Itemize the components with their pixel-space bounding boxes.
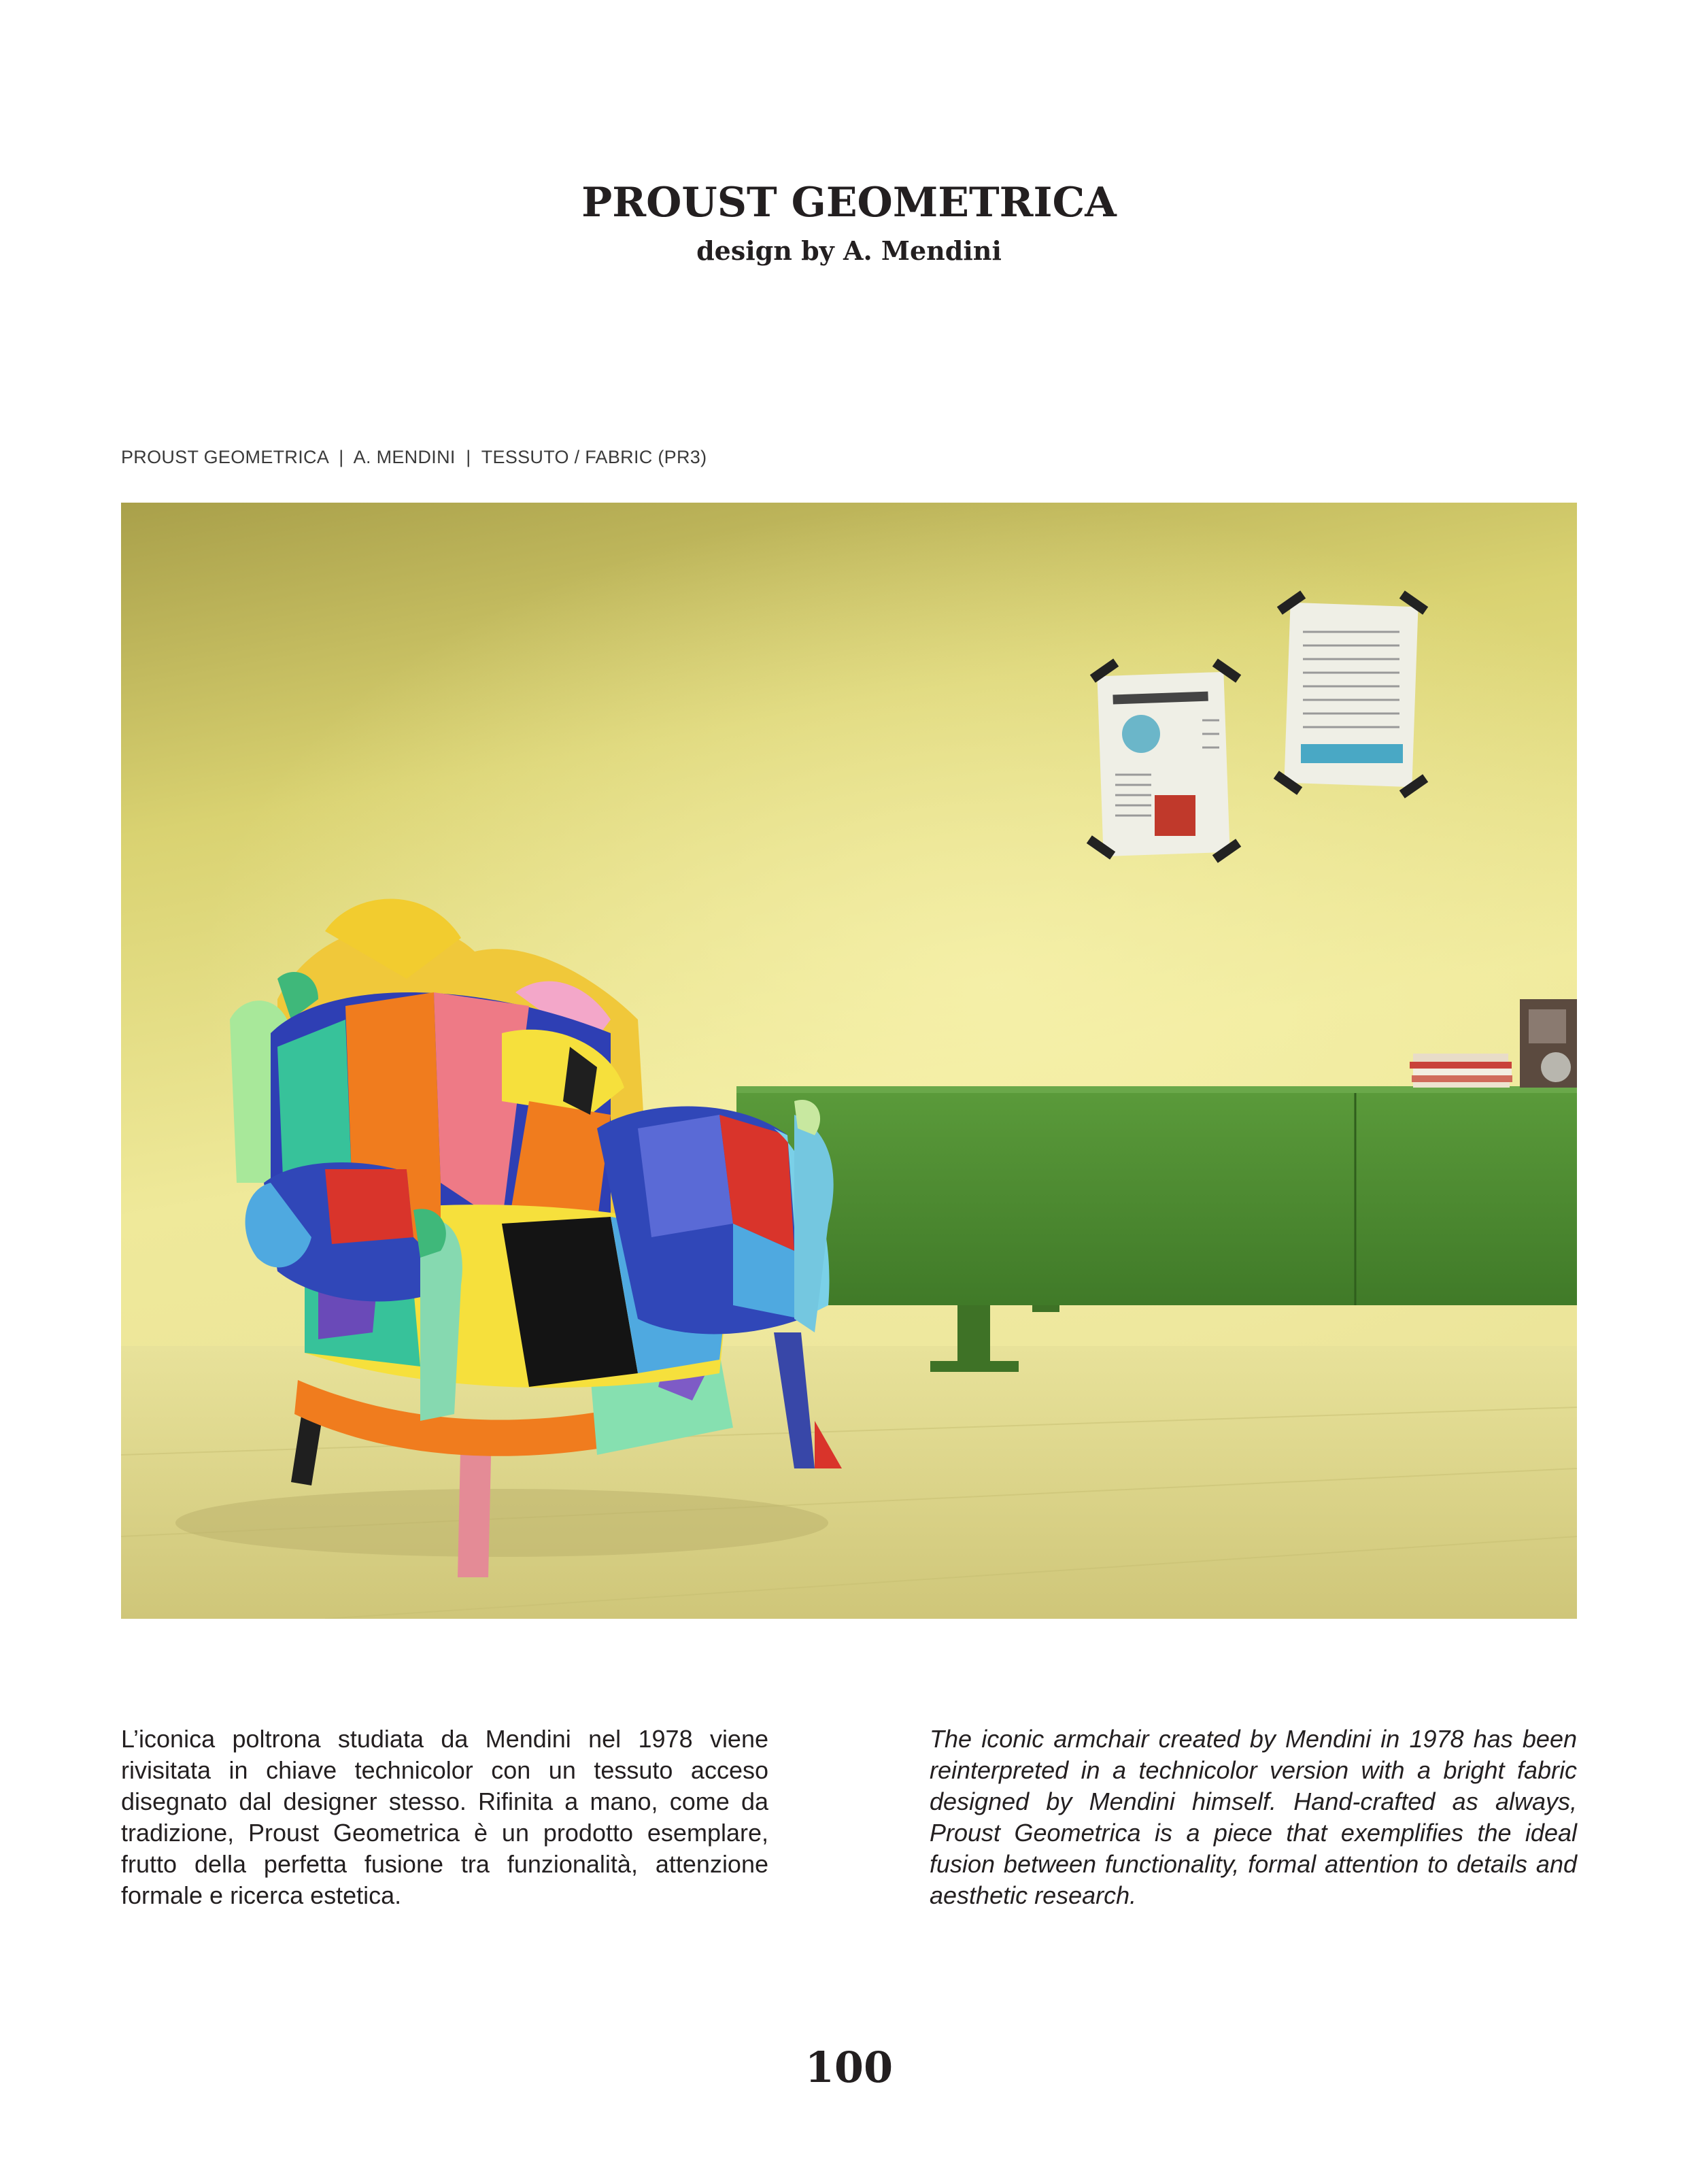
books (1410, 1054, 1512, 1088)
page-title: PROUST GEOMETRICA (581, 179, 1117, 226)
radio (1520, 999, 1577, 1088)
page-number: 100 (804, 2043, 894, 2092)
armchair-photo-icon (121, 503, 1577, 1619)
newspaper-1 (1087, 658, 1241, 863)
product-photo (121, 503, 1577, 1619)
photo-caption: PROUST GEOMETRICA | A. MENDINI | TESSUTO / FABRIC (PR3) (121, 447, 707, 467)
newspaper-2 (1274, 590, 1428, 799)
description-italian: L’iconica poltrona studiata da Mendini nel 1978 viene rivisitata in chiave technicolor con un tessuto acceso disegnato dal designer stesso. Rifinita a mano, come da tradizione, Proust Geometrica è un prodotto esemplare, frutto della perfetta fusione tra funzionalità, attenzione formale e ricerca estetica. (121, 1725, 768, 1909)
description-english: The iconic armchair created by Mendini in 1978 has been reinterpreted in a technicolor version with a bright fabric designed by Mendini himself. Hand-crafted as always, Proust Geometrica is a piece that exemplifies the ideal fusion between functionality, formal attention to details and aesthetic research. (930, 1725, 1577, 1909)
designer-credit: design by A. Mendini (696, 235, 1002, 266)
